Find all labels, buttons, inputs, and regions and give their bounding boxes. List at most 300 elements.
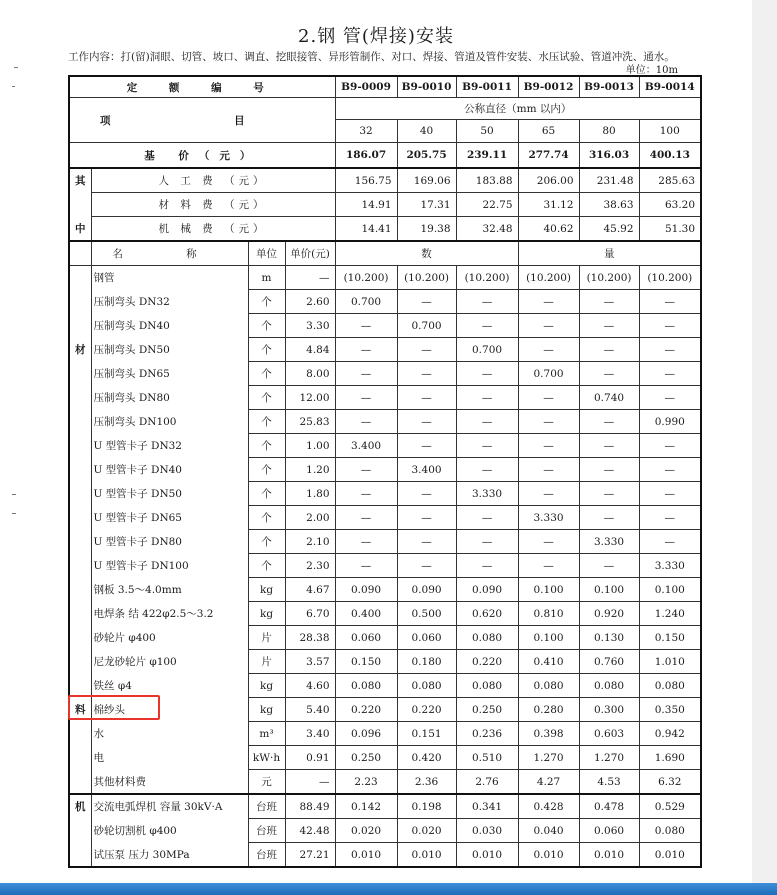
unit-cell: 元: [248, 770, 285, 795]
value-cell: —: [397, 290, 456, 314]
diameter-cell: 80: [579, 120, 639, 143]
base-price-cell: 205.75: [397, 143, 456, 169]
material-name: 压制弯头 DN40: [91, 314, 248, 338]
value-cell: —: [397, 434, 456, 458]
unit-cell: 个: [248, 506, 285, 530]
material-name: U 型管卡子 DN40: [91, 458, 248, 482]
value-cell: —: [397, 410, 456, 434]
value-cell: 38.63: [579, 193, 639, 217]
unit-cell: 个: [248, 530, 285, 554]
value-cell: 0.100: [639, 578, 701, 602]
price-cell: 4.84: [285, 338, 335, 362]
value-cell: —: [579, 434, 639, 458]
diameter-cell: 65: [518, 120, 579, 143]
value-cell: (10.200): [335, 266, 397, 290]
price-cell: 4.67: [285, 578, 335, 602]
value-cell: 1.270: [579, 746, 639, 770]
col-qty-header: 量: [518, 241, 701, 266]
value-cell: 0.198: [397, 794, 456, 819]
value-cell: 0.090: [397, 578, 456, 602]
side-label: [69, 650, 91, 674]
side-label: [69, 193, 91, 217]
value-cell: 0.740: [579, 386, 639, 410]
material-name: 铁丝 φ4: [91, 674, 248, 698]
unit-cell: kW·h: [248, 746, 285, 770]
value-cell: (10.200): [639, 266, 701, 290]
breakdown-label: 材 料 费 （元）: [91, 193, 335, 217]
unit-cell: m³: [248, 722, 285, 746]
value-cell: 0.150: [335, 650, 397, 674]
machine-row: [69, 794, 701, 819]
side-label: [69, 602, 91, 626]
unit-cell: 片: [248, 650, 285, 674]
value-cell: —: [579, 290, 639, 314]
value-cell: 0.810: [518, 602, 579, 626]
value-cell: 0.060: [579, 819, 639, 843]
value-cell: —: [335, 458, 397, 482]
value-cell: 0.020: [335, 819, 397, 843]
material-row: [69, 554, 701, 578]
unit-cell: 片: [248, 626, 285, 650]
cost-breakdown-row: [69, 193, 701, 217]
value-cell: —: [518, 410, 579, 434]
breakdown-label: 机 械 费 （元）: [91, 217, 335, 242]
value-cell: —: [579, 458, 639, 482]
value-cell: 0.428: [518, 794, 579, 819]
value-cell: —: [518, 530, 579, 554]
value-cell: 14.91: [335, 193, 397, 217]
code-cell: B9-0011: [456, 76, 518, 98]
value-cell: —: [335, 530, 397, 554]
material-row: [69, 770, 701, 795]
value-cell: 0.142: [335, 794, 397, 819]
value-cell: —: [397, 362, 456, 386]
side-label: [69, 843, 91, 868]
value-cell: (10.200): [456, 266, 518, 290]
value-cell: —: [397, 554, 456, 578]
unit-cell: 个: [248, 410, 285, 434]
material-name: U 型管卡子 DN50: [91, 482, 248, 506]
material-name: 钢管: [91, 266, 248, 290]
side-label: 其: [69, 168, 91, 193]
price-cell: 3.40: [285, 722, 335, 746]
unit-cell: 个: [248, 458, 285, 482]
machine-name: 砂轮切割机 φ400: [91, 819, 248, 843]
cost-breakdown-row: [69, 168, 701, 193]
value-cell: 0.080: [639, 819, 701, 843]
machine-name: 试压泵 压力 30MPa: [91, 843, 248, 868]
price-cell: 4.60: [285, 674, 335, 698]
value-cell: 3.400: [335, 434, 397, 458]
side-label: 料: [69, 698, 91, 722]
value-cell: —: [335, 314, 397, 338]
material-name: 压制弯头 DN100: [91, 410, 248, 434]
value-cell: 4.53: [579, 770, 639, 795]
price-cell: 2.10: [285, 530, 335, 554]
margin-mark: [14, 67, 18, 68]
unit-note: 单位：10m: [625, 65, 678, 76]
value-cell: 0.700: [518, 362, 579, 386]
diameter-cell: 50: [456, 120, 518, 143]
diameter-cell: 32: [335, 120, 397, 143]
unit-cell: 个: [248, 338, 285, 362]
material-row: [69, 482, 701, 506]
value-cell: —: [397, 482, 456, 506]
value-cell: —: [456, 314, 518, 338]
side-label: [69, 290, 91, 314]
material-name: 砂轮片 φ400: [91, 626, 248, 650]
value-cell: 0.100: [579, 578, 639, 602]
value-cell: 3.330: [639, 554, 701, 578]
material-row: [69, 506, 701, 530]
price-cell: 25.83: [285, 410, 335, 434]
value-cell: 51.30: [639, 217, 701, 242]
material-name: 钢板 3.5～4.0mm: [91, 578, 248, 602]
value-cell: 0.220: [335, 698, 397, 722]
value-cell: —: [456, 554, 518, 578]
price-cell: 1.80: [285, 482, 335, 506]
value-cell: 156.75: [335, 168, 397, 193]
code-cell: B9-0010: [397, 76, 456, 98]
page-title: 2.钢 管(焊接)安装: [298, 26, 454, 47]
value-cell: 0.700: [456, 338, 518, 362]
price-cell: 5.40: [285, 698, 335, 722]
value-cell: 0.398: [518, 722, 579, 746]
material-row: [69, 602, 701, 626]
value-cell: 0.620: [456, 602, 518, 626]
col-unit-header: 单位: [248, 241, 285, 266]
material-name: 棉纱头: [91, 698, 248, 722]
code-cell: B9-0012: [518, 76, 579, 98]
value-cell: —: [456, 410, 518, 434]
value-cell: —: [397, 530, 456, 554]
value-cell: 0.150: [639, 626, 701, 650]
side-label: [69, 578, 91, 602]
side-label: [69, 434, 91, 458]
value-cell: 0.990: [639, 410, 701, 434]
side-label: [69, 241, 91, 266]
base-price-cell: 316.03: [579, 143, 639, 169]
value-cell: —: [639, 506, 701, 530]
side-label: 中: [69, 217, 91, 242]
price-cell: 3.30: [285, 314, 335, 338]
value-cell: —: [456, 290, 518, 314]
value-cell: 22.75: [456, 193, 518, 217]
value-cell: 0.096: [335, 722, 397, 746]
col-price-header: 单价(元): [285, 241, 335, 266]
value-cell: 0.080: [335, 674, 397, 698]
value-cell: —: [518, 458, 579, 482]
taskbar: [0, 883, 777, 895]
value-cell: 0.420: [397, 746, 456, 770]
price-cell: —: [285, 266, 335, 290]
side-label: [69, 770, 91, 795]
unit-cell: 台班: [248, 794, 285, 819]
value-cell: —: [639, 434, 701, 458]
material-row: [69, 386, 701, 410]
value-cell: 0.090: [335, 578, 397, 602]
value-cell: —: [639, 290, 701, 314]
value-cell: 0.341: [456, 794, 518, 819]
value-cell: 0.478: [579, 794, 639, 819]
value-cell: —: [579, 410, 639, 434]
value-cell: 0.400: [335, 602, 397, 626]
unit-cell: 个: [248, 554, 285, 578]
value-cell: —: [335, 482, 397, 506]
value-cell: 0.500: [397, 602, 456, 626]
value-cell: 231.48: [579, 168, 639, 193]
value-cell: 3.400: [397, 458, 456, 482]
unit-cell: 台班: [248, 819, 285, 843]
side-label: [69, 362, 91, 386]
value-cell: —: [639, 530, 701, 554]
value-cell: 0.090: [456, 578, 518, 602]
material-row: [69, 314, 701, 338]
material-name: 压制弯头 DN65: [91, 362, 248, 386]
value-cell: 0.180: [397, 650, 456, 674]
value-cell: 17.31: [397, 193, 456, 217]
material-name: 压制弯头 DN50: [91, 338, 248, 362]
value-cell: 0.100: [518, 578, 579, 602]
value-cell: 6.32: [639, 770, 701, 795]
material-row: [69, 626, 701, 650]
value-cell: 0.250: [335, 746, 397, 770]
price-cell: 6.70: [285, 602, 335, 626]
price-cell: 8.00: [285, 362, 335, 386]
side-label: [69, 506, 91, 530]
base-price-cell: 277.74: [518, 143, 579, 169]
value-cell: —: [335, 386, 397, 410]
value-cell: 0.220: [456, 650, 518, 674]
value-cell: 0.151: [397, 722, 456, 746]
value-cell: (10.200): [397, 266, 456, 290]
value-cell: (10.200): [518, 266, 579, 290]
unit-cell: 个: [248, 386, 285, 410]
value-cell: 0.040: [518, 819, 579, 843]
value-cell: —: [639, 482, 701, 506]
unit-cell: 个: [248, 314, 285, 338]
material-row: [69, 698, 701, 722]
margin-mark: [12, 494, 16, 495]
unit-cell: 台班: [248, 843, 285, 868]
value-cell: —: [335, 506, 397, 530]
value-cell: —: [335, 362, 397, 386]
unit-cell: kg: [248, 602, 285, 626]
value-cell: 0.080: [518, 674, 579, 698]
price-cell: 28.38: [285, 626, 335, 650]
price-cell: —: [285, 770, 335, 795]
price-cell: 2.00: [285, 506, 335, 530]
machine-row: [69, 819, 701, 843]
value-cell: —: [456, 434, 518, 458]
price-cell: 1.00: [285, 434, 335, 458]
value-cell: 0.942: [639, 722, 701, 746]
value-cell: 0.030: [456, 819, 518, 843]
value-cell: 0.010: [579, 843, 639, 868]
value-cell: 0.236: [456, 722, 518, 746]
value-cell: 1.010: [639, 650, 701, 674]
diameter-cell: 40: [397, 120, 456, 143]
value-cell: —: [518, 386, 579, 410]
material-row: [69, 290, 701, 314]
material-name: 压制弯头 DN32: [91, 290, 248, 314]
value-cell: —: [335, 410, 397, 434]
value-cell: 1.240: [639, 602, 701, 626]
unit-cell: m: [248, 266, 285, 290]
side-label: [69, 819, 91, 843]
value-cell: 285.63: [639, 168, 701, 193]
value-cell: —: [456, 458, 518, 482]
value-cell: 0.080: [456, 626, 518, 650]
material-name: 压制弯头 DN80: [91, 386, 248, 410]
unit-cell: 个: [248, 482, 285, 506]
value-cell: (10.200): [579, 266, 639, 290]
value-cell: —: [397, 338, 456, 362]
value-cell: 206.00: [518, 168, 579, 193]
diameter-cell: 100: [639, 120, 701, 143]
price-cell: 42.48: [285, 819, 335, 843]
material-row: [69, 410, 701, 434]
quota-table: [68, 75, 702, 868]
base-price-label: 基 价（元）: [69, 143, 335, 169]
side-label: [69, 554, 91, 578]
value-cell: 0.130: [579, 626, 639, 650]
value-cell: 0.920: [579, 602, 639, 626]
value-cell: 0.220: [397, 698, 456, 722]
value-cell: —: [456, 386, 518, 410]
quota-no-label: 定 额 编 号: [69, 76, 335, 98]
value-cell: 40.62: [518, 217, 579, 242]
value-cell: —: [579, 554, 639, 578]
value-cell: 0.529: [639, 794, 701, 819]
material-row: [69, 338, 701, 362]
value-cell: 32.48: [456, 217, 518, 242]
value-cell: —: [335, 338, 397, 362]
price-cell: 12.00: [285, 386, 335, 410]
value-cell: 2.36: [397, 770, 456, 795]
value-cell: —: [579, 506, 639, 530]
material-name: 其他材料费: [91, 770, 248, 795]
value-cell: 183.88: [456, 168, 518, 193]
col-qty-header: 数: [335, 241, 518, 266]
value-cell: —: [639, 362, 701, 386]
price-cell: 27.21: [285, 843, 335, 868]
highlight-box: [68, 695, 160, 720]
value-cell: 3.330: [456, 482, 518, 506]
price-cell: 2.60: [285, 290, 335, 314]
side-label: [69, 410, 91, 434]
unit-cell: 个: [248, 434, 285, 458]
material-row: [69, 458, 701, 482]
material-name: U 型管卡子 DN100: [91, 554, 248, 578]
side-label: [69, 458, 91, 482]
side-label: [69, 482, 91, 506]
material-row: [69, 746, 701, 770]
column-header-row: [69, 241, 701, 266]
material-name: 水: [91, 722, 248, 746]
base-price-cell: 186.07: [335, 143, 397, 169]
side-label: [69, 530, 91, 554]
margin-mark: [12, 513, 16, 514]
value-cell: 14.41: [335, 217, 397, 242]
value-cell: —: [518, 290, 579, 314]
side-label: [69, 626, 91, 650]
cost-breakdown-row: [69, 217, 701, 242]
material-name: 尼龙砂轮片 φ100: [91, 650, 248, 674]
side-label: [69, 722, 91, 746]
material-name: 电: [91, 746, 248, 770]
value-cell: —: [456, 530, 518, 554]
col-name-header: 名 称: [91, 241, 248, 266]
value-cell: —: [397, 386, 456, 410]
breakdown-label: 人 工 费 （元）: [91, 168, 335, 193]
value-cell: —: [639, 458, 701, 482]
value-cell: 0.080: [456, 674, 518, 698]
value-cell: 0.010: [518, 843, 579, 868]
unit-cell: kg: [248, 578, 285, 602]
code-cell: B9-0013: [579, 76, 639, 98]
value-cell: 19.38: [397, 217, 456, 242]
value-cell: 0.603: [579, 722, 639, 746]
value-cell: 0.060: [397, 626, 456, 650]
value-cell: 0.060: [335, 626, 397, 650]
value-cell: —: [579, 482, 639, 506]
material-row: [69, 434, 701, 458]
material-row: [69, 578, 701, 602]
item-label: 项 目: [69, 98, 335, 143]
value-cell: 2.76: [456, 770, 518, 795]
value-cell: 4.27: [518, 770, 579, 795]
side-label: [69, 746, 91, 770]
price-cell: 3.57: [285, 650, 335, 674]
value-cell: 3.330: [518, 506, 579, 530]
side-label: 材: [69, 338, 91, 362]
value-cell: 0.010: [397, 843, 456, 868]
material-row: [69, 266, 701, 290]
price-cell: 1.20: [285, 458, 335, 482]
side-label: [69, 314, 91, 338]
value-cell: —: [579, 362, 639, 386]
value-cell: —: [639, 314, 701, 338]
value-cell: 0.100: [518, 626, 579, 650]
value-cell: —: [518, 434, 579, 458]
base-price-cell: 400.13: [639, 143, 701, 169]
value-cell: 0.010: [639, 843, 701, 868]
value-cell: —: [335, 554, 397, 578]
value-cell: —: [639, 386, 701, 410]
material-name: U 型管卡子 DN65: [91, 506, 248, 530]
value-cell: 3.330: [579, 530, 639, 554]
machine-row: [69, 843, 701, 868]
price-cell: 2.30: [285, 554, 335, 578]
material-row: [69, 650, 701, 674]
value-cell: 0.300: [579, 698, 639, 722]
value-cell: 0.700: [335, 290, 397, 314]
material-name: U 型管卡子 DN80: [91, 530, 248, 554]
value-cell: 0.700: [397, 314, 456, 338]
value-cell: 1.690: [639, 746, 701, 770]
value-cell: 0.010: [335, 843, 397, 868]
price-cell: 0.91: [285, 746, 335, 770]
side-label: [69, 674, 91, 698]
unit-cell: kg: [248, 698, 285, 722]
material-row: [69, 722, 701, 746]
unit-cell: 个: [248, 290, 285, 314]
value-cell: 0.010: [456, 843, 518, 868]
value-cell: —: [456, 362, 518, 386]
diameter-label: 公称直径（mm 以内）: [335, 98, 701, 120]
value-cell: —: [456, 506, 518, 530]
